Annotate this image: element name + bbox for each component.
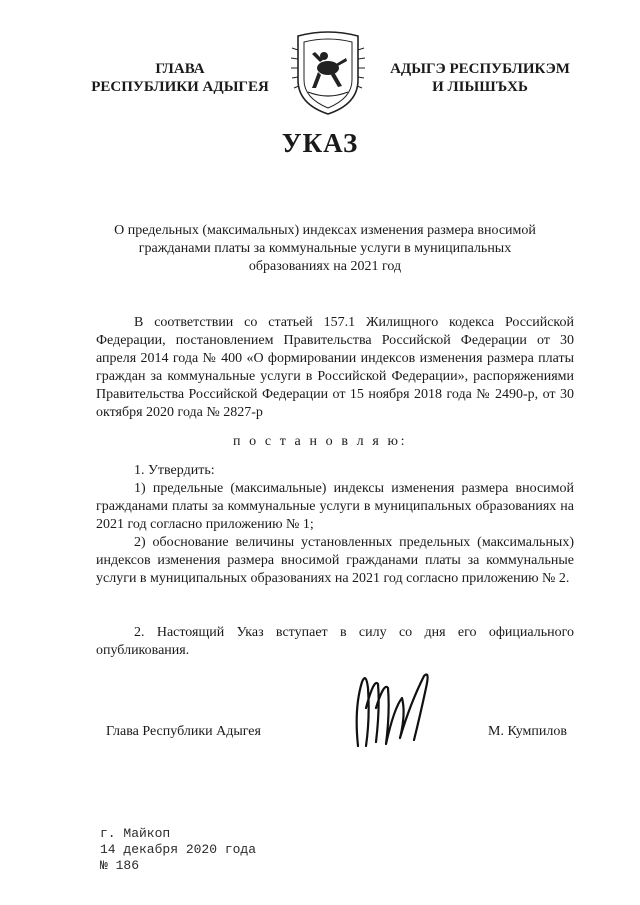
decree-items bbox=[96, 462, 574, 588]
item-1: 1. Утвердить: bbox=[134, 463, 215, 478]
coat-of-arms-icon bbox=[288, 28, 368, 118]
document-footer bbox=[100, 826, 256, 874]
document-title: УКАЗ bbox=[281, 128, 359, 158]
item-2: 2. Настоящий Указ вступает в силу со дня его официального опубликования. bbox=[96, 625, 574, 658]
footer-number: № 186 bbox=[100, 858, 140, 873]
footer-date: 14 декабря 2020 года bbox=[100, 842, 257, 857]
signatory-role: Глава Республики Адыгея bbox=[106, 724, 261, 739]
header-left-line2: РЕСПУБЛИКИ АДЫГЕЯ bbox=[91, 79, 269, 95]
footer-city: г. Майкоп bbox=[100, 826, 171, 841]
subject-line-3: образованиях на 2021 год bbox=[248, 259, 402, 274]
header-right bbox=[380, 60, 580, 96]
header-right-line1: АДЫГЭ РЕСПУБЛИКЭМ bbox=[390, 61, 570, 77]
subject-line-2: гражданами платы за коммунальные услуги в муниципальных bbox=[138, 241, 512, 256]
document-subject bbox=[90, 222, 560, 276]
preamble bbox=[96, 314, 574, 422]
preamble-text: В соответствии со статьей 157.1 Жилищного кодекса Российской Федерации, постановлением Правительства Российской Федерации от 30 апреля 2014 года № 400 «О формировании индексов изменения размера платы граждан за коммунальные услуги в Российской Федерации», распоряжениями Правительства Российской Федерации от 15 ноября 2018 года № 2490-р, от 30 октября 2020 года № 2827-р bbox=[96, 315, 574, 420]
header-left bbox=[80, 60, 280, 96]
final-clause bbox=[96, 624, 574, 660]
handwritten-signature bbox=[340, 668, 450, 758]
item-1-1: 1) предельные (максимальные) индексы изменения размера вносимой гражданами платы за коммунальные услуги в муниципальных образованиях на 2021 год согласно приложению № 1; bbox=[96, 481, 574, 532]
header-right-line2: И ЛІЫШЪХЬ bbox=[432, 79, 528, 95]
decree-word: п о с т а н о в л я ю: bbox=[232, 434, 408, 449]
item-1-2: 2) обоснование величины установленных предельных (максимальных) индексов изменения размера вносимой гражданами платы за коммунальные услуги в муниципальных образованиях на 2021 год согласно приложению № 2. bbox=[96, 535, 574, 586]
signatory-name: М. Кумпилов bbox=[488, 724, 567, 739]
header-left-line1: ГЛАВА bbox=[155, 61, 205, 77]
subject-line-1: О предельных (максимальных) индексах изменения размера вносимой bbox=[114, 223, 536, 238]
